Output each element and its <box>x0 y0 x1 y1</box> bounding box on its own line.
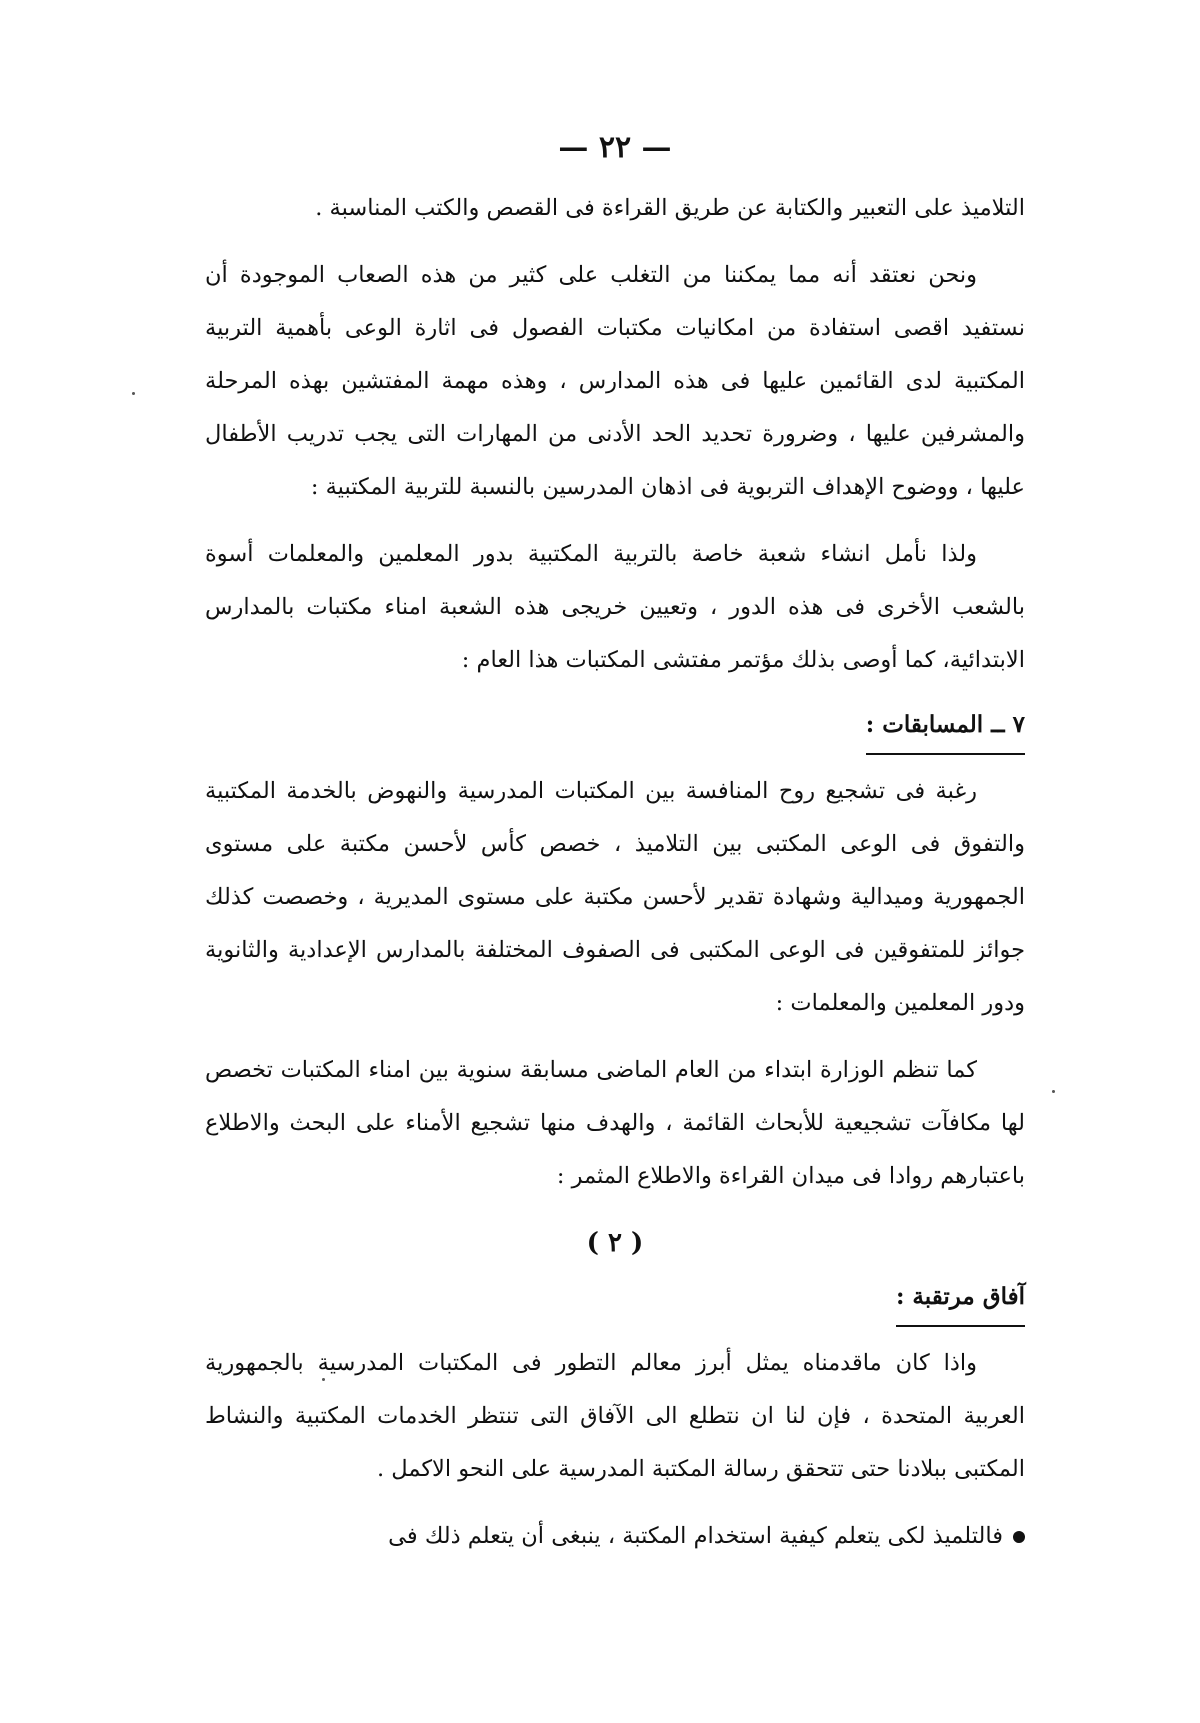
section-heading-future <box>205 1273 1025 1327</box>
scan-speck <box>1052 1090 1055 1093</box>
bullet-dot-icon <box>1013 1531 1025 1543</box>
page-number: — ٢٢ — <box>558 130 672 165</box>
paragraph-continuation: التلاميذ على التعبير والكتابة عن طريق القراءة فى القصص والكتب المناسبة . <box>315 195 1025 221</box>
paragraph-difficulties: ونحن نعتقد أنه مما يمكننا من التغلب على كثير من هذه الصعاب الموجودة أن نستفيد اقصى استفادة من امكانيات مكتبات الفصول فى اثارة الوعى بأهمية التربية المكتبية لدى القائمين عليها فى هذه المدارس ، وهذه مهمة المفتشين بهذه المرحلة والمشرفين عليها ، وضرورة تحديد الحد الأدنى من المهارات التى يجب تدريب الأطفال عليها ، ووضوح الإهداف التربوية فى اذهان المدرسين بالنسبة للتربية المكتبية : <box>205 262 1025 500</box>
heading-competitions-text: ٧ ــ المسابقات : <box>866 701 1025 755</box>
paragraph-annual-contest: كما تنظم الوزارة ابتداء من العام الماضى مسابقة سنوية بين امناء المكتبات تخصص لها مكافآت تشجيعية للأبحاث القائمة ، والهدف منها تشجيع الأمناء على البحث والاطلاع باعتبارهم روادا فى ميدان القراءة والاطلاع المثمر : <box>205 1057 1025 1189</box>
document-page <box>205 118 1025 1563</box>
section-number: ( ٢ ) <box>586 1228 644 1258</box>
paragraph-competitions: رغبة فى تشجيع روح المنافسة بين المكتبات المدرسية والنهوض بالخدمة المكتبية والتفوق فى الوعى المكتبى بين التلاميذ ، خصص كأس لأحسن مكتبة على مستوى الجمهورية وميدالية وشهادة تقدير لأحسن مكتبة على مستوى المديرية ، وخصصت كذلك جوائز للمتفوقين فى الوعى المكتبى فى الصفوف المختلفة بالمدارس الإعدادية والثانوية ودور المعلمين والمعلمات : <box>205 778 1025 1016</box>
scan-speck <box>132 392 135 395</box>
bullet-text: فالتلميذ لكى يتعلم كيفية استخدام المكتبة ، ينبغى أن يتعلم ذلك فى <box>388 1523 1003 1549</box>
section-heading-competitions <box>205 701 1025 755</box>
bullet-item <box>205 1510 1025 1563</box>
paragraph-future: واذا كان ماقدمناه يمثل أبرز معالم التطور فى المكتبات المدرسية بالجمهورية العربية المتحدة ، فإن لنا ان نتطلع الى الآفاق التى تنتظر الخدمات المكتبية والنشاط المكتبى ببلادنا حتى تتحقق رسالة المكتبة المدرسية على النحو الاكمل . <box>205 1350 1025 1482</box>
paragraph-branch-proposal: ولذا نأمل انشاء شعبة خاصة بالتربية المكتبية بدور المعلمين والمعلمات أسوة بالشعب الأخرى فى هذه الدور ، وتعيين خريجى هذه الشعبة امناء مكتبات بالمدارس الابتدائية، كما أوصى بذلك مؤتمر مفتشى المكتبات هذا العام : <box>205 541 1025 673</box>
heading-future-text: آفاق مرتقبة : <box>896 1273 1025 1327</box>
scan-speck <box>322 1378 325 1381</box>
